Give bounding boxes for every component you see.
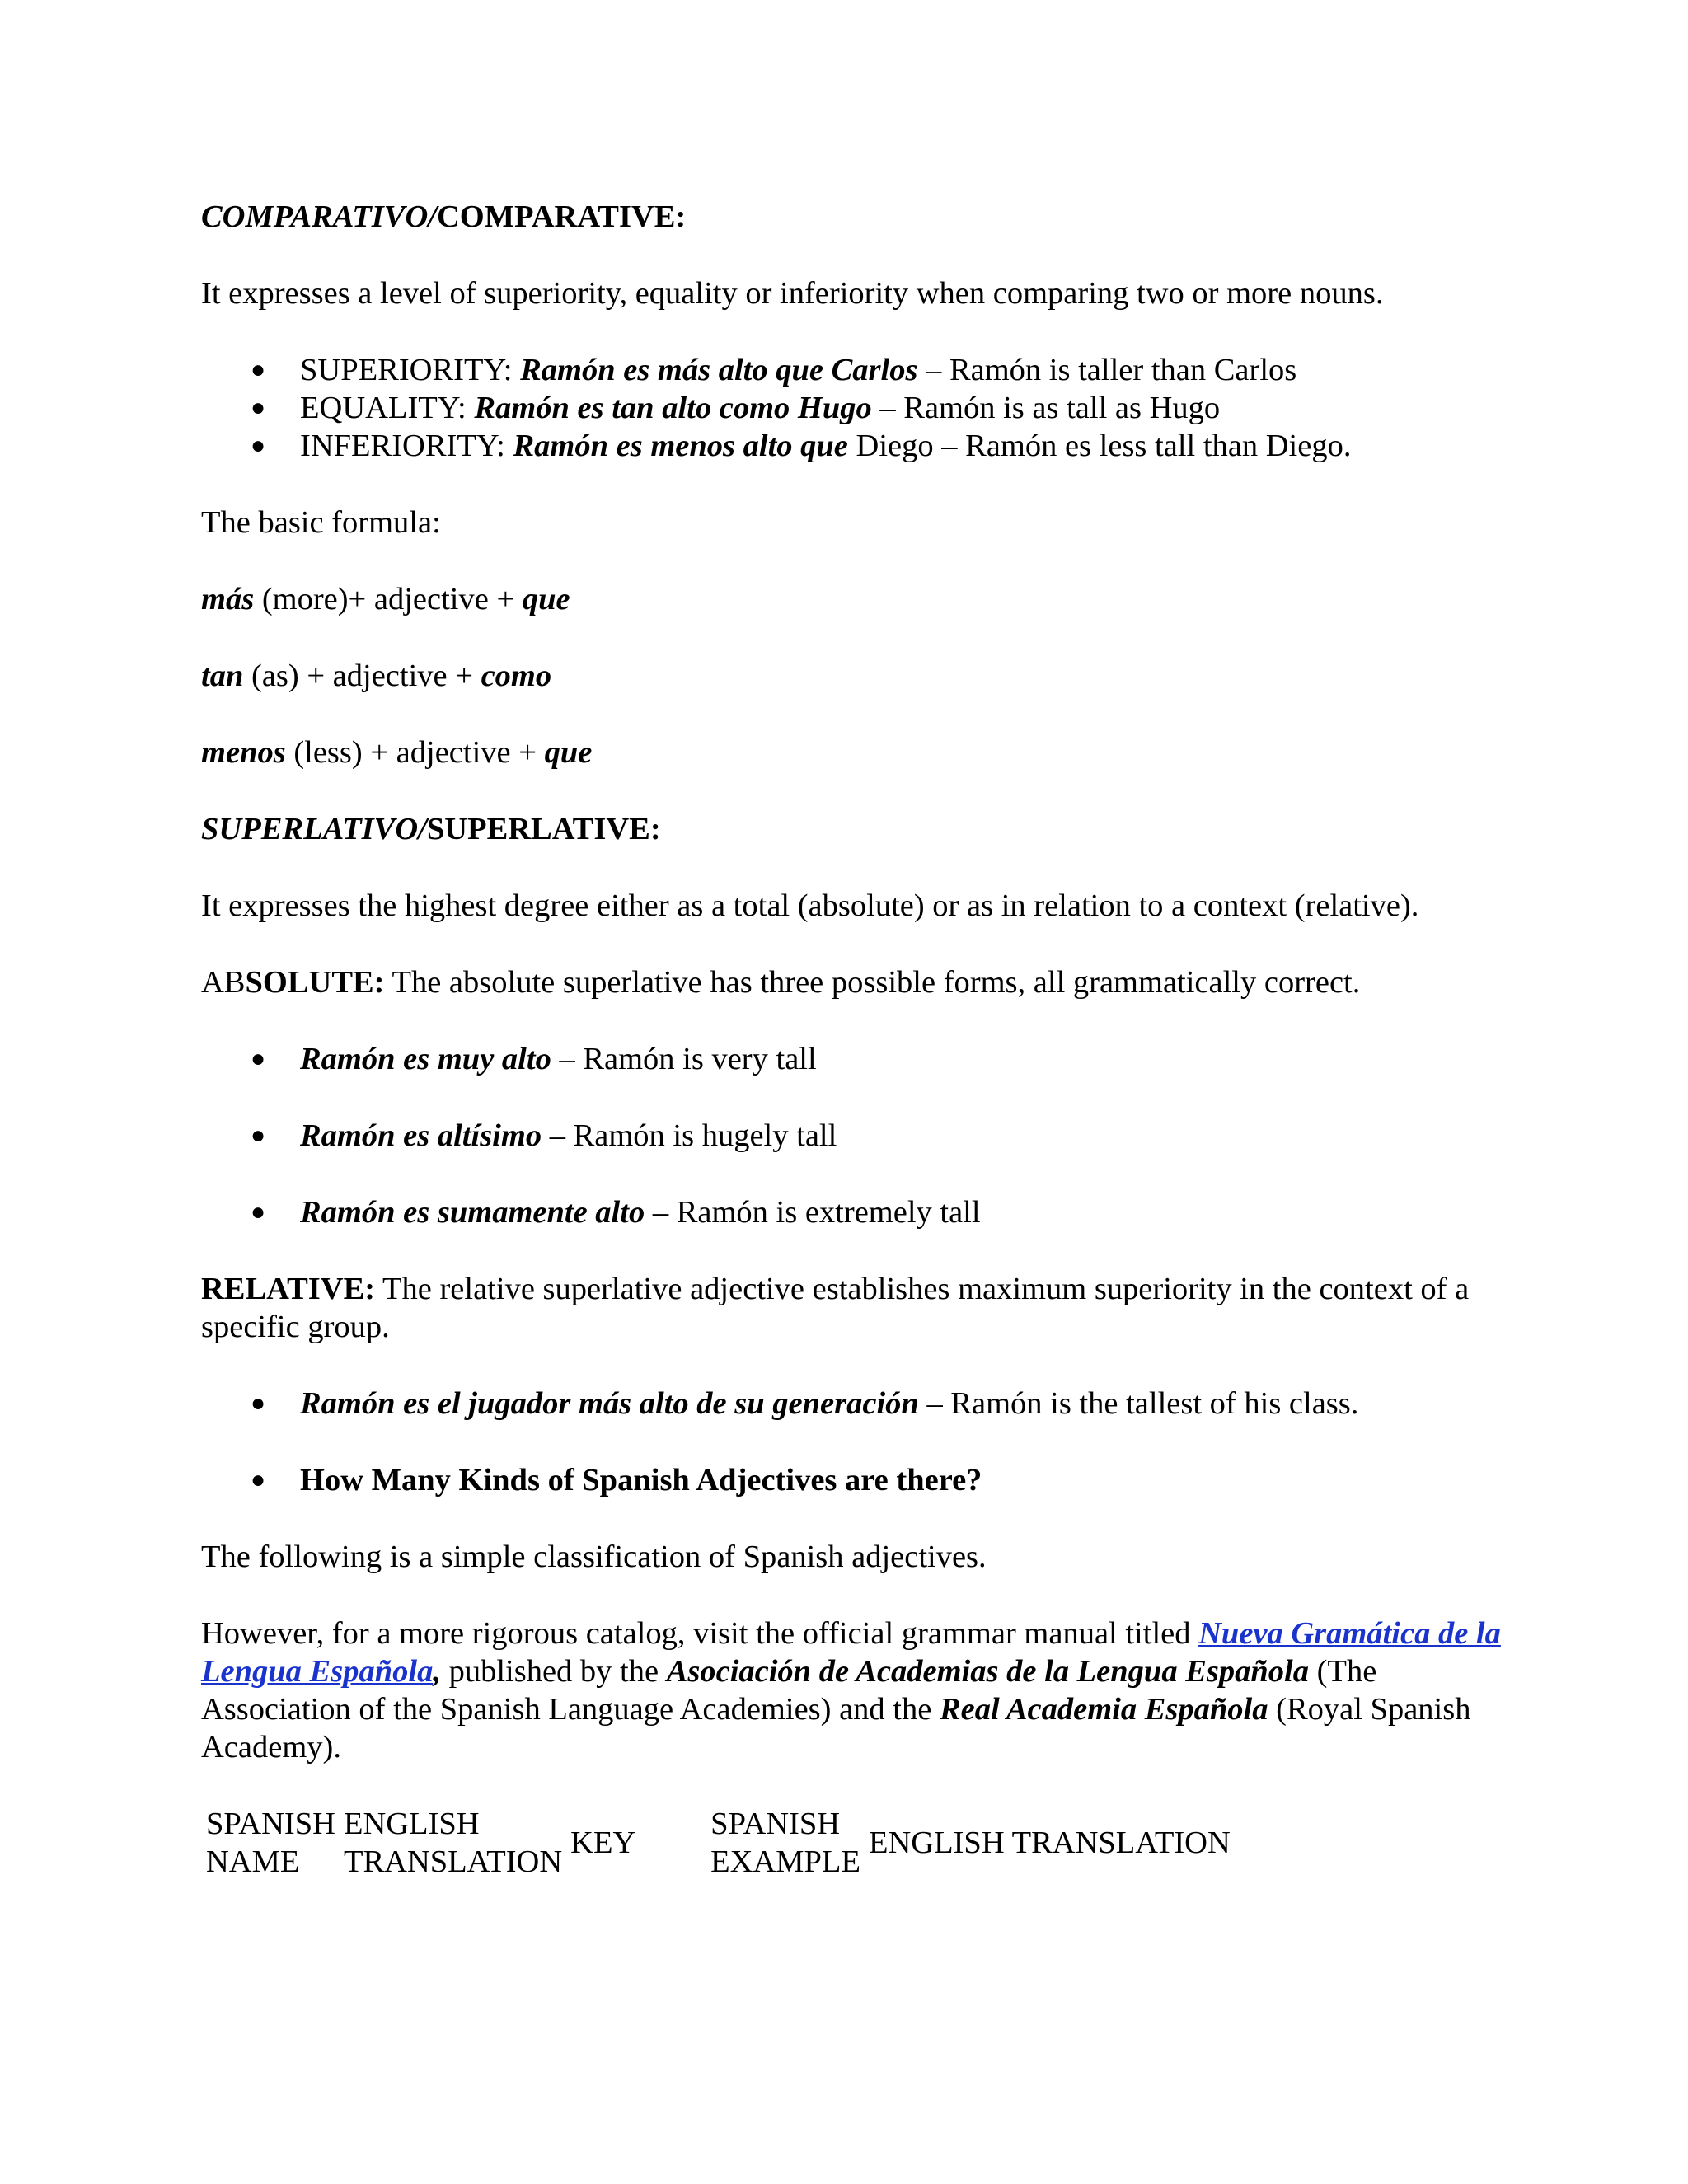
header-english-translation-2: ENGLISH TRANSLATION — [868, 1825, 1231, 1860]
bullet-icon: ● — [251, 1390, 266, 1417]
list-item: ● SUPERIORITY: Ramón es más alto que Carlos – Ramón is taller than Carlos — [251, 353, 1297, 387]
header-spanish-name: SPANISH NAME — [206, 1807, 335, 1879]
list-item: ● Ramón es sumamente alto – Ramón is extremely tall — [251, 1195, 981, 1230]
relative-list — [201, 1385, 1503, 1499]
superlative-heading-en: SUPERLATIVE: — [426, 812, 661, 846]
header-key: KEY — [570, 1825, 636, 1860]
comparative-intro: It expresses a level of superiority, equality or inferiority when comparing two or more nouns. — [201, 276, 1384, 311]
classification-paragraph: However, for a more rigorous catalog, visit the official grammar manual titled Nueva Gramática de la Lengua Española, published by the Asociación de Academias de la Lengua Española (The Association of the Spanish Language Academies) and the Real Academia Española (Royal Spanish Academy). — [201, 1616, 1501, 1765]
bullet-icon: ● — [251, 1198, 266, 1226]
comparative-list — [201, 351, 1503, 465]
formula-less: menos (less) + adjective + que — [201, 735, 593, 770]
list-item — [201, 1461, 1503, 1499]
adjective-table — [201, 1805, 1301, 1881]
comparative-heading-en: COMPARATIVE: — [436, 199, 687, 234]
document-body — [201, 198, 1503, 1881]
header-spanish-example: SPANISH EXAMPLE — [710, 1807, 860, 1879]
superlative-heading-es: SUPERLATIVO/ — [201, 812, 427, 846]
formula-as: tan (as) + adjective + como — [201, 658, 552, 693]
comparative-heading-es: COMPARATIVO/ — [201, 199, 437, 234]
bullet-icon: ● — [251, 394, 266, 421]
list-item: ● INFERIORITY: Ramón es menos alto que Diego – Ramón es less tall than Diego. — [251, 429, 1352, 463]
nueva-gramatica-link[interactable]: Nueva Gramática de la Lengua Española — [201, 1616, 1501, 1689]
bullet-icon: ● — [251, 356, 266, 383]
bullet-icon: ● — [251, 1045, 266, 1072]
kinds-question: How Many Kinds of Spanish Adjectives are there? — [300, 1463, 982, 1497]
bullet-icon: ● — [251, 432, 266, 459]
classification-intro: The following is a simple classification of Spanish adjectives. — [201, 1540, 987, 1574]
list-item: ● EQUALITY: Ramón es tan alto como Hugo – Ramón is as tall as Hugo — [251, 391, 1221, 425]
superlative-intro: It expresses the highest degree either as a total (absolute) or as in relation to a context (relative). — [201, 888, 1419, 923]
bullet-icon: ● — [251, 1122, 266, 1149]
relative-paragraph: RELATIVE: The relative superlative adjective establishes maximum superiority in the context of a specific group. — [201, 1272, 1470, 1344]
superlative-heading — [201, 810, 1503, 848]
header-english-translation: ENGLISH TRANSLATION — [343, 1807, 563, 1879]
formula-more: más (more)+ adjective + que — [201, 582, 570, 616]
list-item: ● Ramón es el jugador más alto de su generación – Ramón is the tallest of his class. — [251, 1386, 1359, 1421]
bullet-icon: ● — [251, 1466, 266, 1493]
list-item: ● Ramón es altísimo – Ramón is hugely tall — [251, 1118, 837, 1153]
absolute-list — [201, 1040, 1503, 1231]
comparative-heading — [201, 198, 1503, 236]
table-header-row — [201, 1805, 1301, 1881]
absolute-paragraph: ABSOLUTE: The absolute superlative has three possible forms, all grammatically correct. — [201, 965, 1361, 1000]
list-item: ● Ramón es muy alto – Ramón is very tall — [251, 1042, 817, 1076]
formula-intro: The basic formula: — [201, 505, 441, 540]
